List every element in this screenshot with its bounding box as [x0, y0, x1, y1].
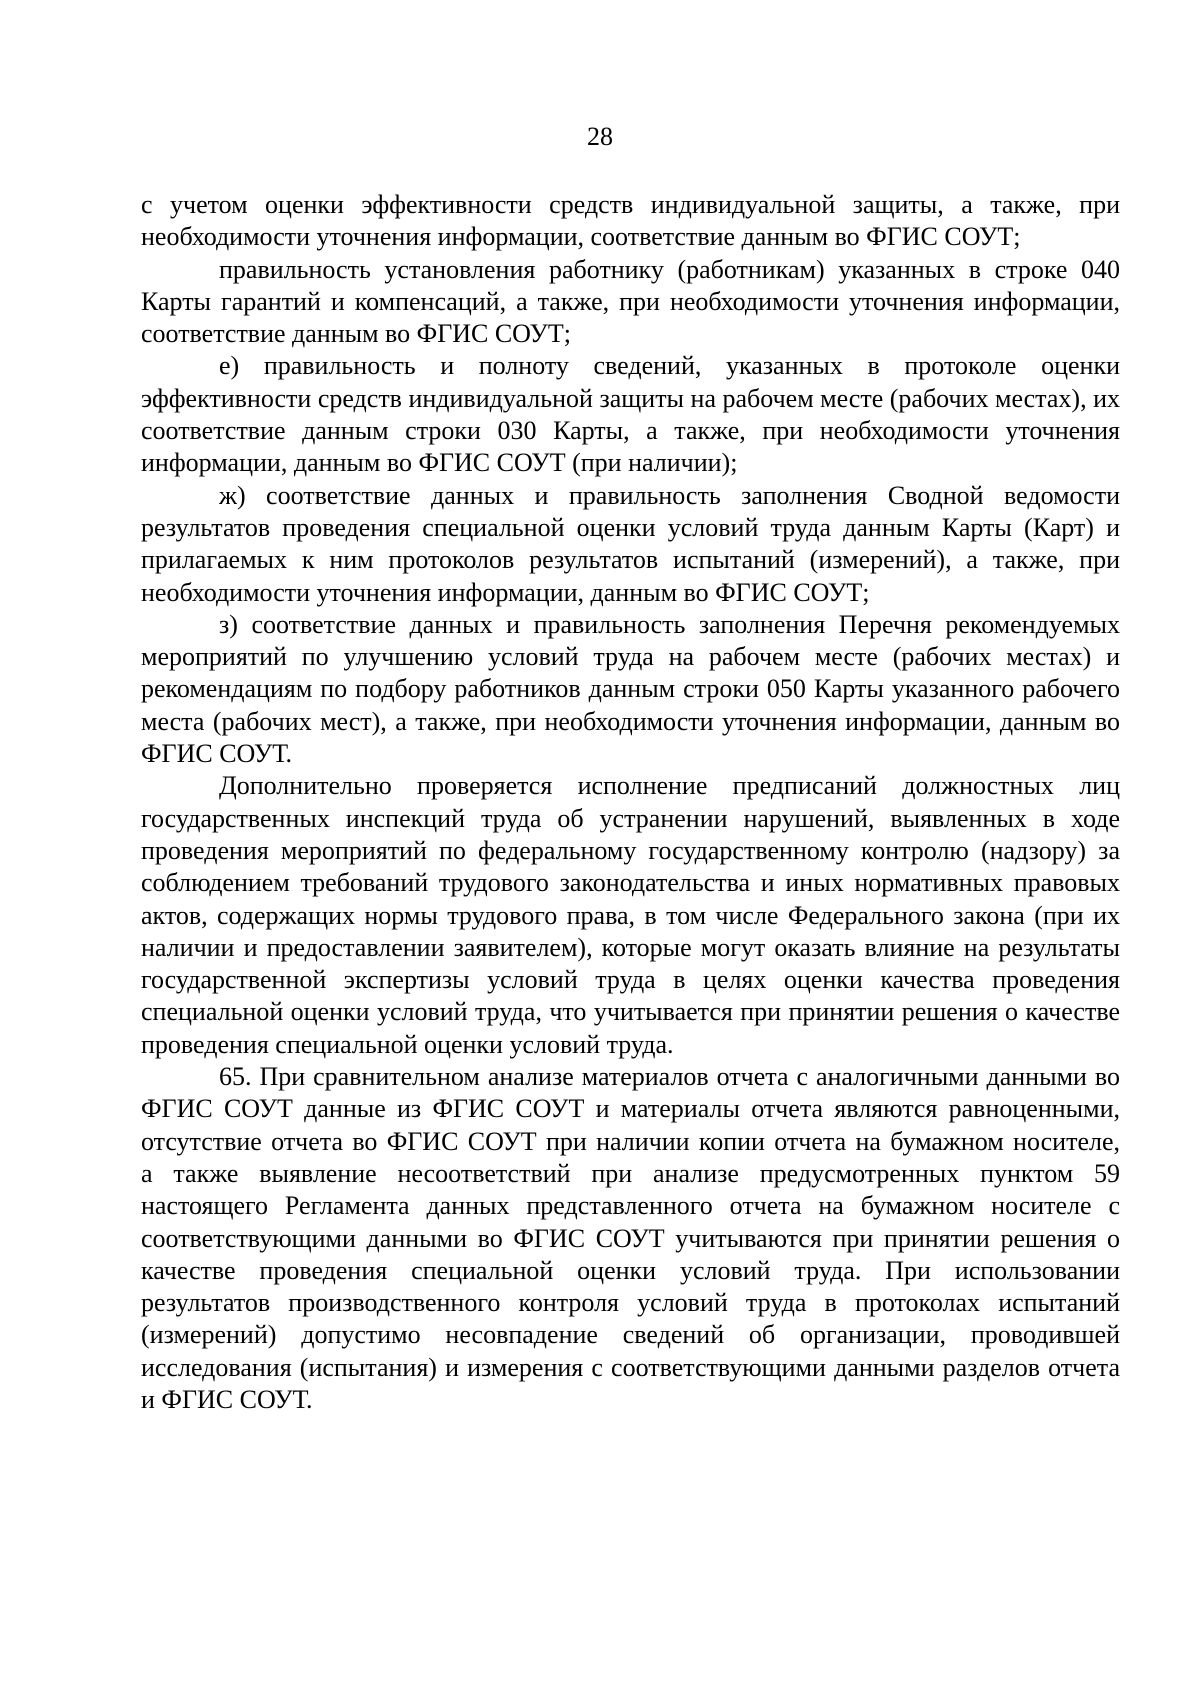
paragraph-65-continued: а также выявление несоответствий при анализе предусмотренных пунктом 59 настоящего Регламента данных представленного отчета на бумажном носителе с соответствующими данными во ФГИС СОУТ учитываются при принятии решения о качестве проведения специальной оценки условий труда. При использовании результатов производственного контроля условий труда в протоколах испытаний (измерений) допустимо несовпадение сведений об организации, проводившей исследования (испытания) и измерения с соответствующими данными разделов отчета и ФГИС СОУТ.	[141, 1158, 1120, 1414]
paragraph-guarantees: правильность установления работнику (работникам) указанных в строке 040 Карты гарантий и компенсаций, а также, при необходимости уточнения информации, соответствие данным во ФГИС СОУТ;	[141, 254, 1120, 349]
paragraph-item-e: е) правильность и полноту сведений, указанных в протоколе оценки эффективности средств индивидуальной защиты на рабочем месте (рабочих местах), их соответствие данным строки 030 Карты, а также, при необходимости уточнения информации, данным во ФГИС СОУТ (при наличии);	[141, 351, 1120, 478]
page-number: 28	[587, 122, 613, 151]
paragraph-item-zh: ж) соответствие данных и правильность заполнения Сводной ведомости результатов проведения специальной оценки условий труда данным Карты (Карт) и прилагаемых к ним протоколов результатов испытаний (измерений), а также, при необходимости уточнения информации, данным во ФГИС СОУТ;	[141, 480, 1120, 607]
paragraph-additional-check: Дополнительно проверяется исполнение предписаний должностных лиц государственных инспекций труда об устранении нарушений, выявленных в ходе проведения мероприятий по федеральному государственному контролю (надзору) за соблюдением требований трудового законодательства и иных нормативных правовых актов, содержащих нормы трудового права, в том числе Федерального закона (при их наличии и предоставлении заявителем), которые могут оказать влияние на результаты государственной экспертизы условий труда в целях оценки качества проведения специальной оценки условий труда, что учитывается при принятии решения о качестве проведения специальной оценки условий труда.	[141, 771, 1120, 1059]
paragraph-continuation: с учетом оценки эффективности средств индивидуальной защиты, а также, при необходимости уточнения информации, соответствие данным во ФГИС СОУТ;	[141, 190, 1120, 252]
paragraph-65: 65. При сравнительном анализе материалов отчета с аналогичными данными во ФГИС СОУТ данные из ФГИС СОУТ и материалы отчета являются равноценными, отсутствие отчета во ФГИС СОУТ при наличии копии отчета на бумажном носителе,	[141, 1062, 1120, 1156]
paragraph-item-z: з) соответствие данных и правильность заполнения Перечня рекомендуемых мероприятий по улучшению условий труда на рабочем месте (рабочих местах) и рекомендациям по подбору работников данным строки 050 Карты указанного рабочего места (рабочих мест), а также, при необходимости уточнения информации, данным во ФГИС СОУТ.	[141, 609, 1120, 769]
document-body	[141, 189, 1120, 1416]
